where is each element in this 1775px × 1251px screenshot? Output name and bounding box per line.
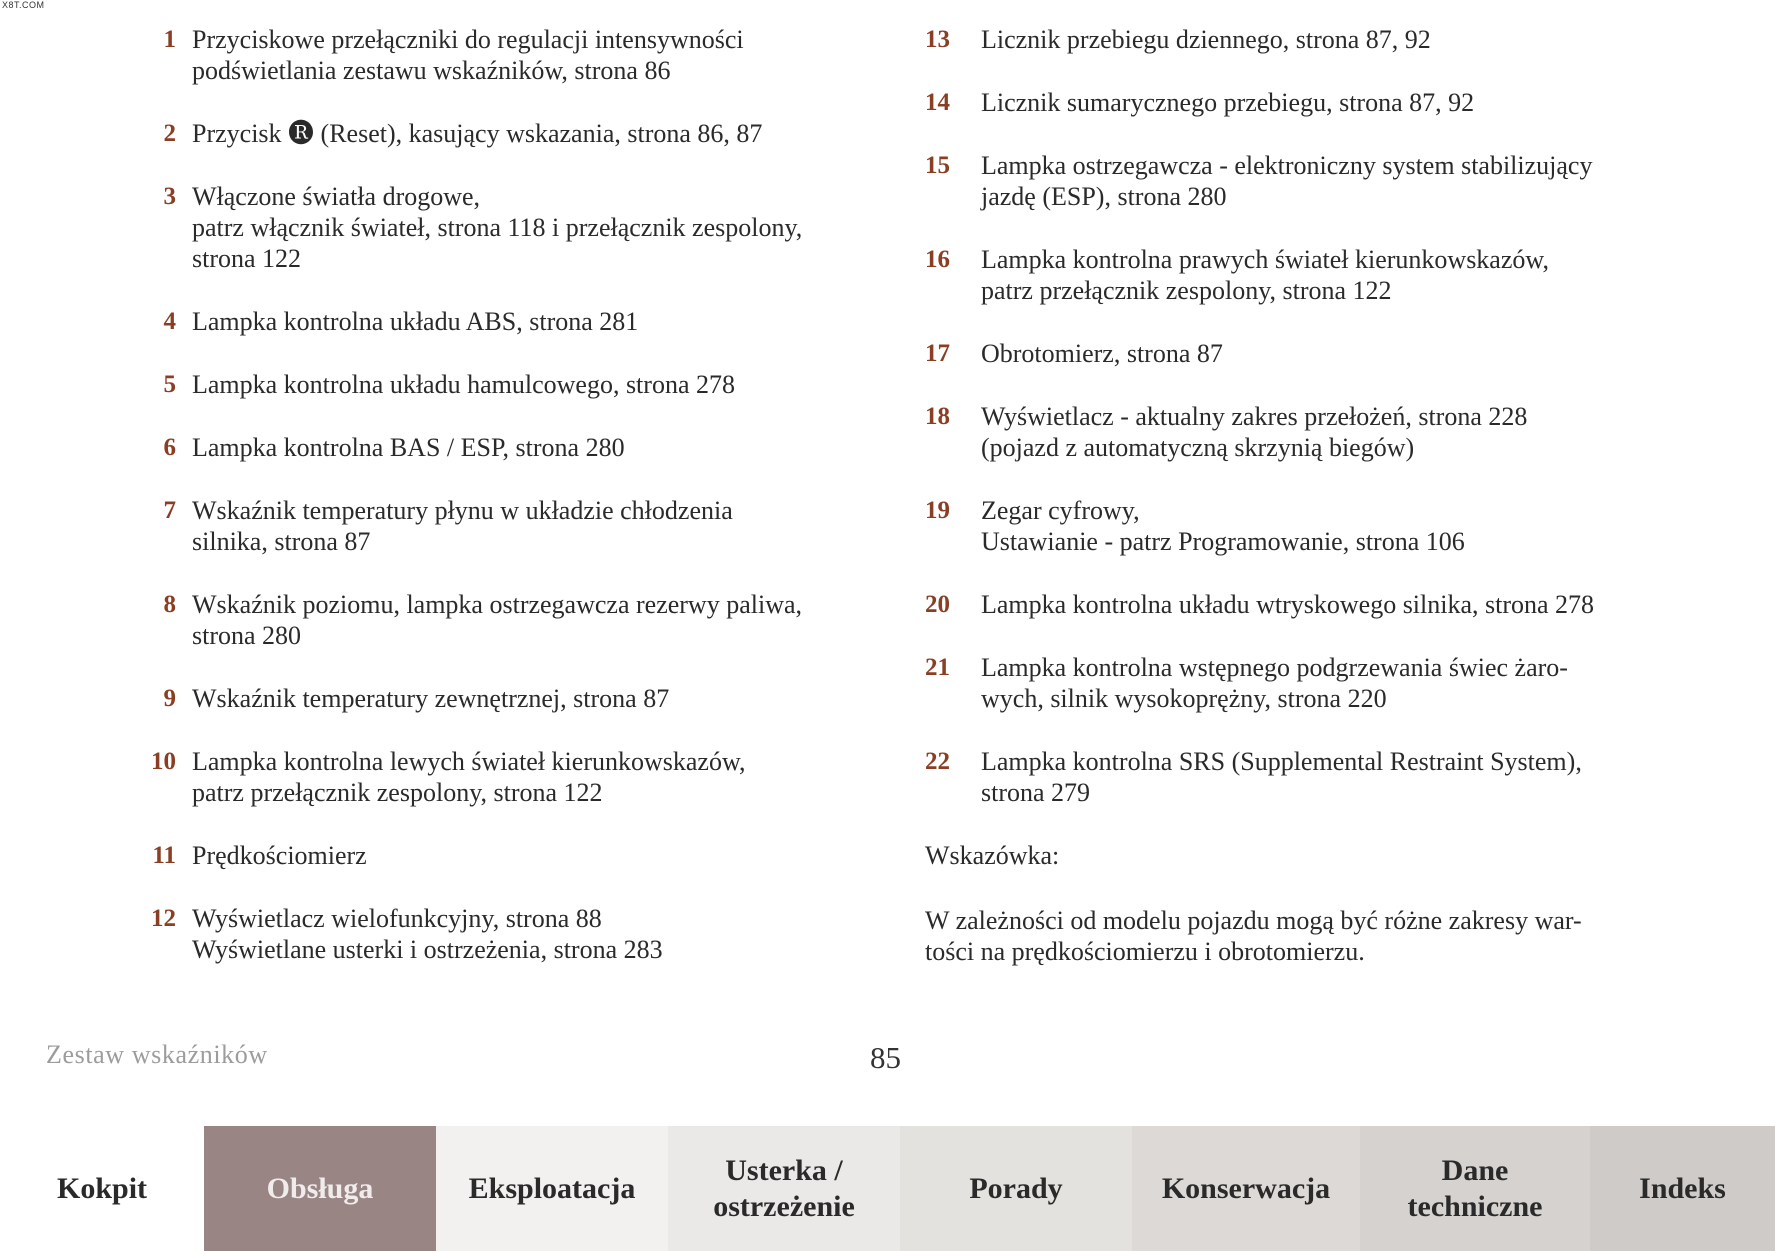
legend-item-line: silnika, strona 87 [192,527,371,556]
legend-item-text [981,652,1568,714]
legend-item-number: 12 [151,905,176,932]
legend-item-line: Licznik przebiegu dziennego, strona 87, 92 [981,25,1431,54]
legend-item-number: 6 [163,434,176,461]
legend-item [925,24,1695,55]
legend-item [925,652,1695,714]
tab-label [1162,1171,1330,1207]
legend-item-number: 22 [925,748,950,775]
legend-item [140,306,880,337]
legend-item-line: Lampka ostrzegawcza - elektroniczny system stabilizujący [981,151,1593,180]
legend-item-number: 4 [163,308,176,335]
legend-item-line: strona 280 [192,621,302,650]
legend-item-number: 21 [925,654,950,681]
legend-item [925,87,1695,118]
tab-label [1408,1153,1543,1225]
legend-item-line: Lampka kontrolna układu wtryskowego silnika, strona 278 [981,590,1595,619]
tab-label [1639,1171,1726,1207]
legend-item-number: 1 [163,26,176,53]
legend-item-line: Przyciskowe przełączniki do regulacji intensywności [192,25,744,54]
tab-usterka-ostrzeżenie[interactable] [668,1126,900,1251]
legend-item [925,244,1695,306]
legend-item-line: (pojazd z automatyczną skrzynią biegów) [981,433,1415,462]
legend-item-text [192,369,735,400]
legend-item [925,338,1695,369]
legend-item-text [981,746,1582,808]
legend-item [925,589,1695,620]
legend-item-line: wych, silnik wysokoprężny, strona 220 [981,684,1387,713]
legend-item-line: Lampka kontrolna wstępnego podgrzewania świec żaro- [981,653,1568,682]
legend-item-line: patrz przełącznik zespolony, strona 122 [981,276,1392,305]
tab-dane-techniczne[interactable] [1360,1126,1590,1251]
legend-item-number: 5 [163,371,176,398]
legend-item [140,589,880,651]
tab-label-line: Indeks [1639,1171,1726,1205]
legend-item [925,495,1695,557]
legend-item [140,369,880,400]
note-text [925,905,1695,967]
legend-item-number: 9 [163,685,176,712]
right-legend-list [925,24,1695,967]
legend-item-text [192,840,367,871]
legend-item-text [192,432,625,463]
legend-item [140,746,880,808]
legend-item-number: 16 [925,246,950,273]
tab-label-line: Obsługa [266,1171,374,1205]
legend-item-line: Wyświetlacz - aktualny zakres przełożeń, strona 228 [981,402,1528,431]
legend-item-line: patrz przełącznik zespolony, strona 122 [192,778,603,807]
legend-item-line: strona 122 [192,244,302,273]
legend-item-line: Licznik sumarycznego przebiegu, strona 87, 92 [981,88,1475,117]
legend-item-text [192,118,762,149]
tab-label [969,1171,1062,1207]
legend-item-number: 17 [925,340,950,367]
tab-kokpit[interactable] [0,1126,204,1251]
legend-item-text [981,24,1431,55]
legend-item-number: 15 [925,152,950,179]
legend-item-text [981,495,1465,557]
legend-item-text [981,401,1527,463]
tab-label-line: Kokpit [56,1171,148,1205]
legend-item [140,24,880,86]
corner-watermark: X8T.COM [2,0,45,10]
left-legend-list [140,24,880,997]
legend-item-text [981,589,1594,620]
legend-item-line: Wskaźnik poziomu, lampka ostrzegawcza rezerwy paliwa, [192,590,803,619]
page-number: 85 [870,1040,901,1075]
legend-item-text [192,903,663,965]
legend-item-line: Lampka kontrolna lewych świateł kierunkowskazów, [192,747,746,776]
tab-konserwacja[interactable] [1132,1126,1360,1251]
legend-item-text [981,244,1549,306]
legend-item-number: 19 [925,497,950,524]
tab-indeks[interactable] [1590,1126,1775,1251]
legend-item-number: 18 [925,403,950,430]
legend-item-line: Ustawianie - patrz Programowanie, strona 106 [981,527,1465,556]
chapter-tab-bar [0,1126,1775,1251]
tab-label-line: Eksploatacja [468,1171,636,1205]
legend-item-line: Prędkościomierz [192,841,367,870]
legend-item-text [192,683,669,714]
legend-item-line: Wyświetlane usterki i ostrzeżenia, strona 283 [192,935,663,964]
legend-item [140,432,880,463]
legend-item-line: Lampka kontrolna układu ABS, strona 281 [192,307,639,336]
tab-label-line: Usterka / [725,1153,843,1187]
legend-item [140,840,880,871]
legend-item-number: 11 [152,842,176,869]
note-label: Wskazówka: [925,841,1060,870]
legend-item-number: 13 [925,26,950,53]
legend-item-line: Wskaźnik temperatury płynu w układzie chłodzenia [192,496,733,525]
legend-item [140,683,880,714]
tab-label-line: Porady [969,1171,1063,1205]
legend-item-text [192,181,802,274]
legend-item-number: 14 [925,89,950,116]
legend-item-line: Wyświetlacz wielofunkcyjny, strona 88 [192,904,602,933]
legend-item-number: 2 [163,120,176,147]
legend-item-text [192,306,638,337]
legend-item-number: 8 [163,591,176,618]
legend-item-line: Lampka kontrolna BAS / ESP, strona 280 [192,433,625,462]
note-line: tości na prędkościomierzu i obrotomierzu. [925,937,1365,966]
legend-item-text [192,746,746,808]
legend-item-number: 10 [151,748,176,775]
section-title: Zestaw wskaźników [46,1040,268,1069]
tab-label [57,1171,147,1207]
legend-item-text [981,338,1223,369]
legend-item [925,150,1695,212]
legend-item-line: Przycisk 🅡 (Reset), kasujący wskazania, strona 86, 87 [192,119,763,148]
legend-item-line: Zegar cyfrowy, [981,496,1140,525]
tab-label [469,1171,636,1207]
legend-item-text [192,24,744,86]
tab-label [267,1171,374,1207]
legend-item-number: 7 [163,497,176,524]
tab-label [713,1153,855,1225]
legend-item-text [192,589,802,651]
legend-item-line: Włączone światła drogowe, [192,182,481,211]
legend-item-line: strona 279 [981,778,1091,807]
legend-item-text [981,150,1592,212]
legend-item-line: patrz włącznik świateł, strona 118 i przełącznik zespolony, [192,213,803,242]
tab-label-line: techniczne [1407,1189,1543,1223]
legend-item [925,746,1695,808]
legend-item-line: Lampka kontrolna układu hamulcowego, strona 278 [192,370,735,399]
tab-eksploatacja[interactable] [436,1126,668,1251]
tab-label-line: ostrzeżenie [713,1189,855,1223]
legend-item-line: Lampka kontrolna SRS (Supplemental Restraint System), [981,747,1582,776]
legend-item-line: Wskaźnik temperatury zewnętrznej, strona 87 [192,684,670,713]
legend-item-text [981,87,1474,118]
legend-item-line: Obrotomierz, strona 87 [981,339,1223,368]
legend-item-line: Lampka kontrolna prawych świateł kierunkowskazów, [981,245,1549,274]
legend-item-text [192,495,733,557]
legend-item [140,181,880,274]
legend-item [140,118,880,149]
tab-label-line: Konserwacja [1161,1171,1331,1205]
legend-item [925,401,1695,463]
tab-porady[interactable] [900,1126,1132,1251]
tab-obsługa[interactable] [204,1126,436,1251]
legend-item-number: 3 [163,183,176,210]
legend-item-line: jazdę (ESP), strona 280 [981,182,1227,211]
note-line: W zależności od modelu pojazdu mogą być różne zakresy war- [925,906,1582,935]
legend-item [140,903,880,965]
legend-item [140,495,880,557]
tab-label-line: Dane [1441,1153,1509,1187]
legend-item-number: 20 [925,591,950,618]
legend-item-line: podświetlania zestawu wskaźników, strona 86 [192,56,671,85]
